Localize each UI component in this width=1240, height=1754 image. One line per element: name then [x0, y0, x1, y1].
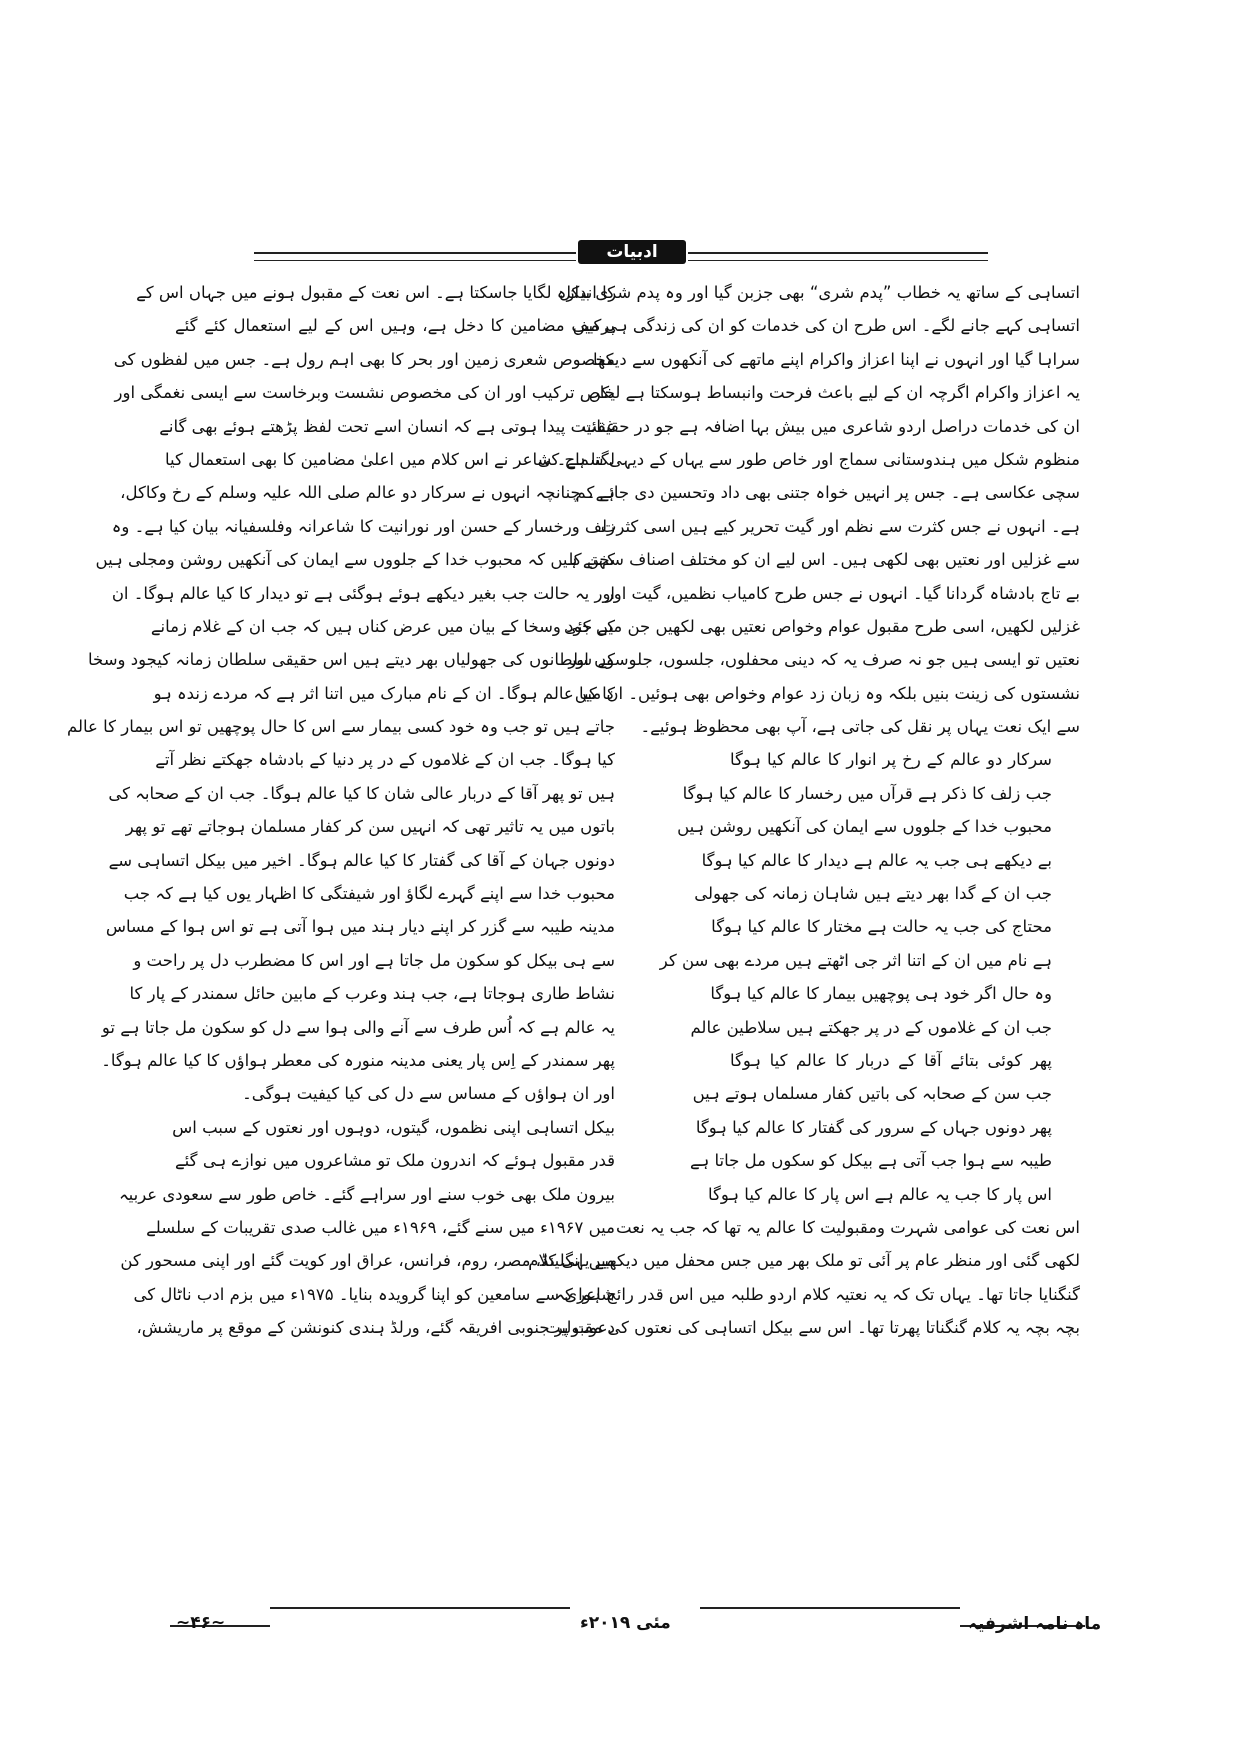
text-line: کیا ہوگا۔ جب ان کے غلاموں کے در پر دنیا کے بادشاہ جھکتے نظر آتے	[155, 750, 615, 770]
text-line: غنائیت پیدا ہوتی ہے کہ انسان اسے تحت لفظ پڑھتے ہوئے بھی گانے	[159, 416, 615, 436]
text-line: یہ عالم ہے کہ اُس طرف سے آنے والی ہوا سے دل کو سکون مل جاتا ہے تو	[101, 1017, 615, 1037]
text-line: اتساہی کے ساتھ یہ خطاب ”پدم شری“ بھی جزبن گیا اور وہ پدم شری بیکل	[558, 283, 1080, 302]
text-line: بیرون ملک بھی خوب سنے اور سراہے گئے۔ خاص طور سے سعودی عربیہ	[118, 1184, 615, 1204]
verse-line: محبوب خدا کے جلووں سے ایمان کی آنکھیں روشن ہیں	[677, 817, 1052, 837]
header-rule-right	[688, 252, 988, 254]
text-line: مخصوص شعری زمین اور بحر کا بھی اہم رول ہے۔ جس میں لفظوں کی	[113, 349, 615, 369]
verse-line: وہ حال اگر خود ہی پوچھیں بیمار کا عالم کیا ہوگا	[710, 984, 1052, 1004]
text-line: اور ان ہواؤں کے مساس سے دل کی کیا کیفیت ہوگی۔	[242, 1084, 615, 1104]
verse-line: جب ان کے غلاموں کے در پر جھکتے ہیں سلاطین عالم	[690, 1017, 1052, 1037]
text-line: بے تاج بادشاہ گردانا گیا۔ انہوں نے جس طرح کامیاب نظمیں، گیت اور	[605, 583, 1080, 603]
verse-line: بے دیکھے ہی جب یہ عالم ہے دیدار کا عالم کیا ہوگا	[701, 850, 1052, 870]
issue-date: مئی ۲۰۱۹ء	[580, 1613, 671, 1633]
text-line: یہ اعزاز واکرام اگرچہ ان کے لیے باعث فرحت وانبساط ہوسکتا ہے لیکن	[588, 383, 1080, 403]
text-line: خاص ترکیب اور ان کی مخصوص نشست وبرخاست سے ایسی نغمگی اور	[114, 383, 615, 403]
text-line: سچی عکاسی ہے۔ جس پر انہیں خواہ جتنی بھی داد وتحسین دی جائے کم	[575, 483, 1080, 503]
text-line: مدینہ طیبہ سے گزر کر اپنے دیار ہند میں ہوا آتی ہے تو اس ہوا کے مساس	[105, 917, 615, 937]
text-line: ہیں تو پھر آقا کے دربار عالی شان کا کیا عالم ہوگا۔ جب ان کے صحابہ کی	[108, 783, 615, 803]
footer-rule-mid-left	[270, 1607, 570, 1609]
text-line: نشستوں کی زینت بنیں بلکہ وہ زبان زد عوام وخواص بھی ہوئیں۔ ان میں	[574, 683, 1080, 703]
text-line: نشاط طاری ہوجاتا ہے، جب ہند وعرب کے مابین حائل سمندر کے پار کا	[129, 984, 615, 1004]
text-line: لگتا ہے۔ شاعر نے اس کلام میں اعلیٰ مضامین کا بھی استعمال کیا	[165, 449, 615, 469]
text-line: سے ایک نعت یہاں پر نقل کی جاتی ہے، آپ بھی محظوظ ہوئیے۔	[640, 717, 1080, 737]
verse-line: پھر دونوں جہاں کے سرور کی گفتار کا عالم کیا ہوگا	[695, 1117, 1052, 1137]
text-line: قدر مقبول ہوئے کہ اندرون ملک تو مشاعروں میں نوازے ہی گئے	[175, 1151, 615, 1171]
text-line: کا کیا عالم ہوگا۔ ان کے نام مبارک میں اتنا اثر ہے کہ مردے زندہ ہو	[153, 683, 615, 703]
text-line: گنگنایا جاتا تھا۔ یہاں تک کہ یہ نعتیہ کلام اردو طلبہ میں اس قدر رائج ہوا کہ	[555, 1284, 1080, 1304]
text-line: ہے۔ انہوں نے جس کثرت سے نظم اور گیت تحریر کیے ہیں اسی کثرت	[600, 516, 1080, 536]
text-line: باتوں میں یہ تاثیر تھی کہ انہیں سن کر کفار مسلمان ہوجاتے تھے تو پھر	[125, 817, 615, 837]
text-line: دعوت پر جنوبی افریقہ گئے، ورلڈ ہندی کنونشن کے موقع پر ماریشش،	[136, 1318, 615, 1338]
verse-line: ہے نام میں ان کے اتنا اثر جی اٹھتے ہیں مردے بھی سن کر	[659, 950, 1052, 970]
text-line: ہے۔ چنانچہ انہوں نے سرکار دو عالم صلی اللہ علیہ وسلم کے رخ وکاکل،	[120, 483, 615, 503]
verse-line: جب ان کے گدا بھر دیتے ہیں شاہان زمانہ کی جھولی	[694, 884, 1052, 904]
text-line: جاتے ہیں تو جب وہ خود کسی بیمار سے اس کا حال پوچھیں تو اس بیمار کا عالم	[66, 717, 615, 737]
header-rule-right-lower	[688, 260, 988, 261]
text-line: میں ۱۹۶۷ء میں سنے گئے، ۱۹۶۹ء میں غالب صدی تقریبات کے سلسلے	[146, 1217, 615, 1237]
verse-line: محتاج کی جب یہ حالت ہے مختار کا عالم کیا ہوگا	[711, 917, 1052, 937]
text-line: بچہ بچہ یہ کلام گنگناتا پھرتا تھا۔ اس سے بیکل اتساہی کی نعتوں کی مقبولیت	[545, 1318, 1080, 1338]
text-line: شاعری سے سامعین کو اپنا گرویدہ بنایا۔ ۱۹۷۵ء میں بزم ادب ناٹال کی	[133, 1284, 615, 1304]
text-line: محبوب خدا سے اپنے گہرے لگاؤ اور شیفتگی کا اظہار یوں کیا ہے کہ جب	[123, 884, 615, 904]
text-line: نعتیں تو ایسی ہیں جو نہ صرف یہ کہ دینی محفلوں، جلسوں، جلوسوں اور	[568, 650, 1080, 670]
text-line: میں انگلینڈ، مصر، روم، فرانس، عراق اور کویت گئے اور اپنی مسحور کن	[120, 1251, 615, 1271]
header-rule-left-lower	[254, 260, 576, 261]
text-line: کہتے ہیں کہ محبوب خدا کے جلووں سے ایمان کی آنکھیں روشن ومجلی ہیں	[95, 550, 615, 570]
text-line: زلف ورخسار کے حسن اور نورانیت کا شاعرانہ وفلسفیانہ بیان کیا ہے۔ وہ	[111, 516, 615, 536]
text-line: اس نعت کی عوامی شہرت ومقبولیت کا عالم یہ تھا کہ جب یہ نعت	[616, 1217, 1080, 1237]
header-rule-left	[254, 252, 576, 254]
verse-line: جب سن کے صحابہ کی باتیں کفار مسلماں ہوتے ہیں	[692, 1084, 1052, 1104]
text-line: لکھی گئی اور منظر عام پر آئی تو ملک بھر میں جس محفل میں دیکھیے یہی کلام	[528, 1251, 1080, 1271]
text-line: کے سلطانوں کی جھولیاں بھر دیتے ہیں اس حقیقی سلطان زمانہ کیجود وسخا	[88, 650, 615, 670]
verse-line: اس پار کا جب یہ عالم ہے اس پار کا عالم کیا ہوگا	[707, 1184, 1052, 1204]
footer-rule-mid-right	[700, 1607, 960, 1609]
page-number: ~۴۶~	[176, 1613, 226, 1633]
verse-line: سرکار دو عالم کے رخ پر انوار کا عالم کیا ہوگا	[730, 750, 1052, 770]
magazine-name: ماہ نامہ اشرفیہ	[968, 1614, 1102, 1634]
text-line: بیکل اتساہی اپنی نظموں، گیتوں، دوہوں اور نعتوں کے سبب اس	[172, 1117, 615, 1137]
verse-line: جب زلف کا ذکر ہے قرآں میں رخسار کا عالم کیا ہوگا	[682, 783, 1052, 803]
text-line: منظوم شکل میں ہندوستانی سماج اور خاص طور سے یہاں کے دیہی سماج کی	[537, 449, 1080, 469]
text-line: ان کی خدمات دراصل اردو شاعری میں بیش بہا اضافہ ہے جو در حقیقت	[581, 416, 1080, 436]
text-line: اتساہی کہے جانے لگے۔ اس طرح ان کی خدمات کو ان کی زندگی ہی میں	[572, 316, 1080, 336]
text-line: اور یہ حالت جب بغیر دیکھے ہوئے ہوگئی ہے تو دیدار کا کیا عالم ہوگا۔ ان	[111, 583, 615, 603]
left-column	[66, 276, 615, 1345]
text-line: سراہا گیا اور انہوں نے اپنا اعزاز واکرام اپنے ماتھے کی آنکھوں سے دیکھا۔	[583, 349, 1080, 369]
verse-line: پھر کوئی بتائے آقا کے دربار کا عالم کیا ہوگا	[730, 1050, 1052, 1070]
section-title: ادبیات	[578, 240, 686, 264]
text-line: غزلیں لکھیں، اسی طرح مقبول عوام وخواص نعتیں بھی لکھیں جن میں کئی	[564, 616, 1080, 636]
text-line: پھر سمندر کے اِس پار یعنی مدینہ منورہ کی معطر ہواؤں کا کیا عالم ہوگا۔	[101, 1050, 615, 1070]
text-line: دونوں جہان کے آقا کی گفتار کا کیا عالم ہوگا۔ اخیر میں بیکل اتساہی سے	[108, 850, 615, 870]
text-line: سے غزلیں اور نعتیں بھی لکھی ہیں۔ اس لیے ان کو مختلف اصناف سخن کا	[568, 550, 1080, 570]
right-column	[528, 276, 1080, 1345]
text-line: پرکیف مضامین کا دخل ہے، وہیں اس کے لیے استعمال کئے گئے	[175, 316, 615, 336]
text-line: سے ہی بیکل کو سکون مل جاتا ہے اور اس کا مضطرب دل پر راحت و	[133, 950, 615, 970]
text-line: کا اندازہ لگایا جاسکتا ہے۔ اس نعت کے مقبول ہونے میں جہاں اس کے	[136, 283, 615, 302]
verse-line: طیبہ سے ہوا جب آتی ہے بیکل کو سکوں مل جاتا ہے	[689, 1151, 1052, 1171]
text-line: کے جود وسخا کے بیان میں عرض کناں ہیں کہ جب ان کے غلام زمانے	[150, 616, 615, 636]
